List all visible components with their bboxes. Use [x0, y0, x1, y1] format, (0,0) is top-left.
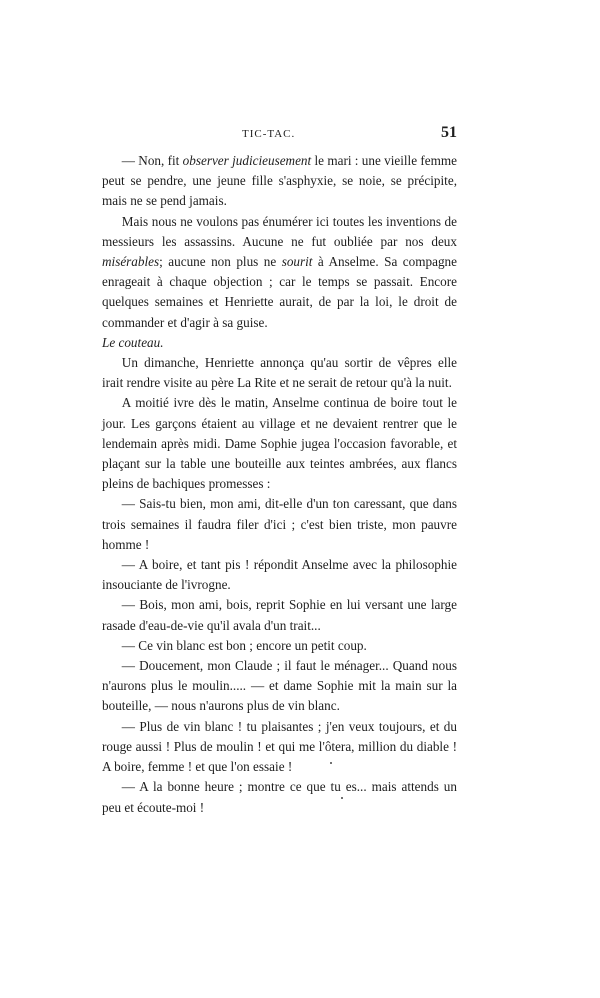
- text-run: Mais nous ne voulons pas énumérer ici toutes les inventions de messieurs les assassins. Aucune ne fut oubliée par nos deux: [102, 213, 457, 249]
- italic-text: sourit: [281, 254, 313, 270]
- paragraph: [102, 717, 457, 778]
- page-header: [102, 124, 457, 148]
- text-run: — Bois, mon ami, bois, reprit Sophie en lui versant une large rasade d'eau-de-vie qu'il avala d'un trait...: [102, 597, 457, 633]
- paragraph: [102, 212, 457, 333]
- text-run: — A la bonne heure ; montre ce que tu es... mais attends un peu et écoute-moi !: [102, 779, 457, 815]
- paragraphs-before-section: [102, 151, 457, 333]
- text-run: — Plus de vin blanc ! tu plaisantes ; j'en veux toujours, et du rouge aussi ! Plus de moulin ! et qui me l'ôtera, million du diable ! A boire, femme ! et que l'on essaie !: [102, 718, 457, 775]
- text-run: — Non, fit: [121, 153, 183, 168]
- paragraphs-after-section: [102, 353, 457, 818]
- text-run: — A boire, et tant pis ! répondit Anselme avec la philosophie insouciante de l'ivrogne.: [102, 557, 457, 593]
- text-run: — Doucement, mon Claude ; il faut le ménager... Quand nous n'aurons plus le moulin..... — et dame Sophie mit la main sur la bouteille, — nous n'aurons plus de vin blanc.: [102, 658, 457, 714]
- text-run: Un dimanche, Henriette annonça qu'au sortir de vêpres elle irait rendre visite au père La Rite et ne serait de retour qu'à la nuit.: [102, 355, 457, 391]
- text-run: A moitié ivre dès le matin, Anselme continua de boire tout le jour. Les garçons étaient au village et ne devaient rentrer que le lendemain après midi. Dame Sophie jugea l'occasion favorable, et plaçant sur la table une bouteille aux teintes ambrées, aux flancs pleins de bachiques promesses :: [102, 395, 457, 492]
- paragraph: [102, 555, 457, 595]
- paragraph: [102, 656, 457, 717]
- paragraph: [102, 494, 457, 555]
- italic-text: observer judicieusement: [182, 153, 312, 168]
- page-number: 51: [441, 124, 457, 141]
- running-title: TIC-TAC.: [242, 128, 296, 140]
- italic-text: misérables: [102, 254, 160, 270]
- paragraph: [102, 353, 457, 393]
- text-run: le mari : une vieille femme peut se pendre, une jeune fille s'asphyxie, se noie, se précipite, mais ne se pend jamais.: [102, 153, 457, 209]
- paragraph: [102, 151, 457, 212]
- text-run: — Ce vin blanc est bon ; encore un petit coup.: [121, 637, 367, 653]
- print-speck: [341, 797, 343, 799]
- print-speck: [330, 762, 332, 764]
- section-title: Le couteau.: [102, 334, 164, 350]
- paragraph: [102, 393, 457, 494]
- paragraph: [102, 777, 457, 817]
- paragraph: [102, 595, 457, 635]
- text-run: — Sais-tu bien, mon ami, dit-elle d'un ton caressant, que dans trois semaines il faudra filer d'ici ; c'est bien triste, mon pauvre homme !: [102, 496, 457, 552]
- text-run: à Anselme. Sa compagne enrageait à chaque objection ; car le temps se passait. Encore quelques semaines et Henriette aurait, de par la loi, le droit de commander et d'agir à sa guise.: [102, 254, 457, 330]
- body-text: [102, 151, 457, 818]
- text-run: ; aucune non plus ne: [159, 254, 282, 270]
- paragraph: [102, 636, 457, 656]
